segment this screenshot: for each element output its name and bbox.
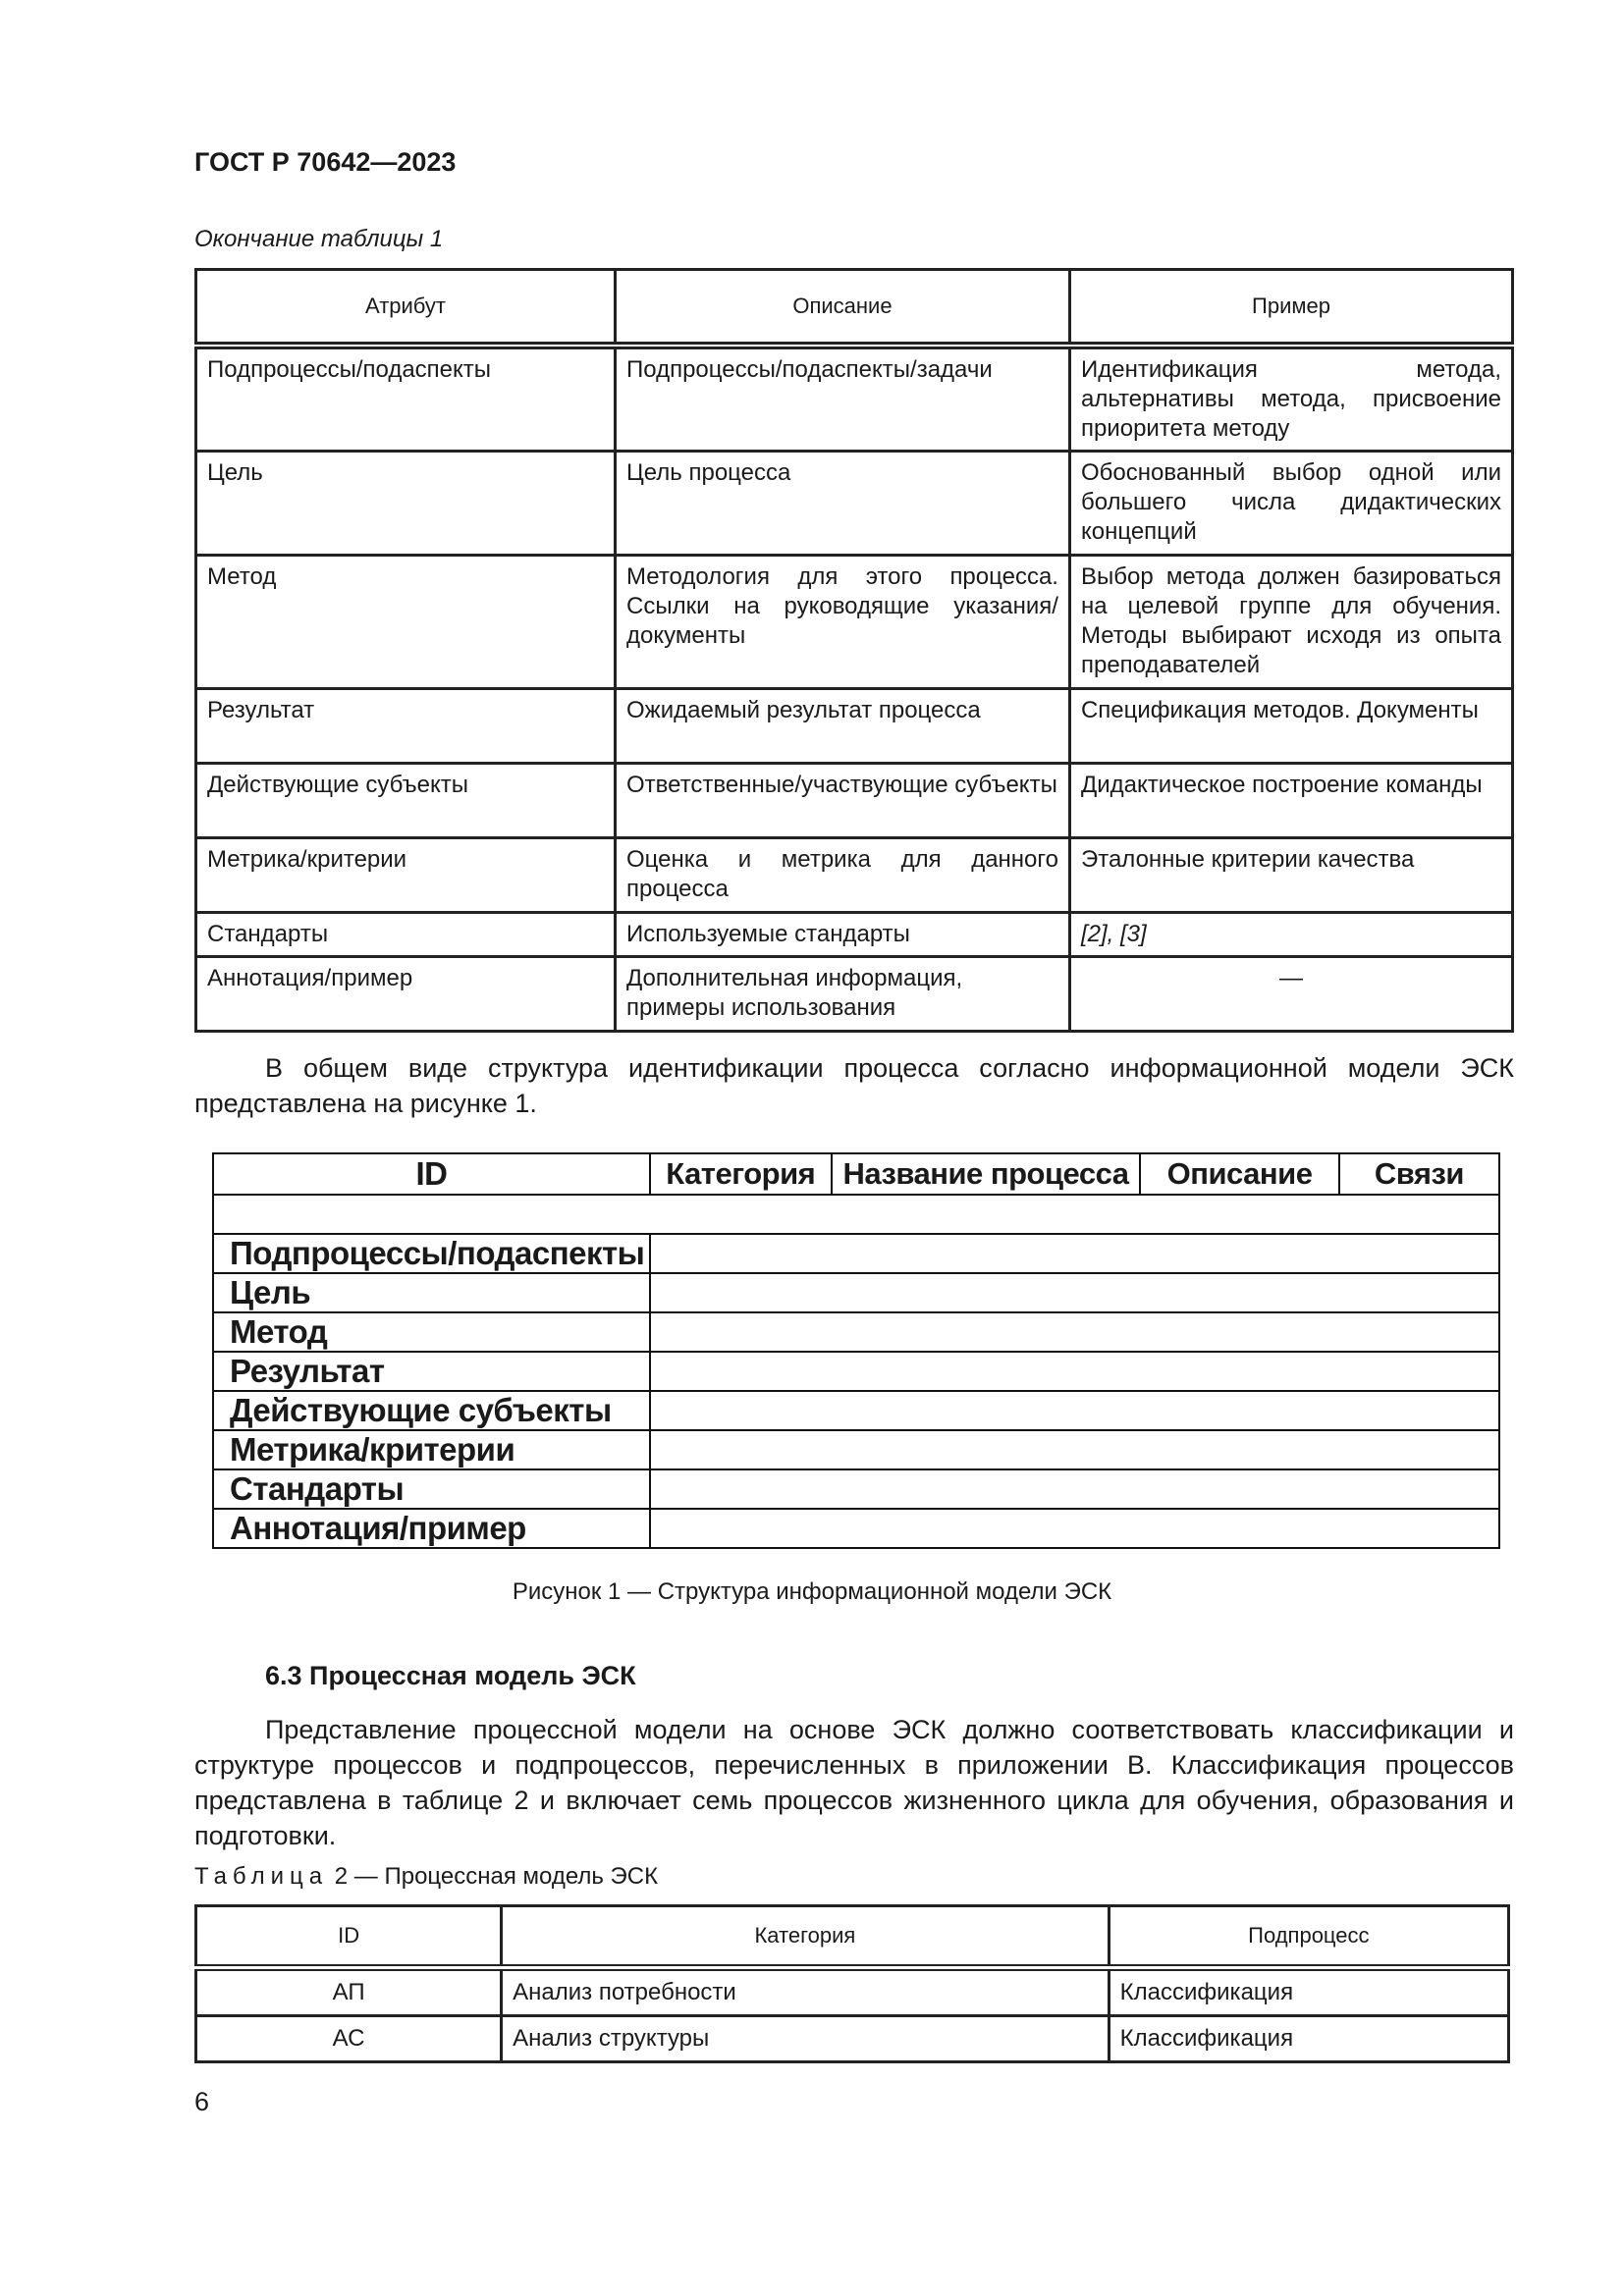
table2-cell: АП bbox=[196, 1968, 502, 2016]
table1-cell: Дидактическое построение команды bbox=[1069, 764, 1512, 838]
table1-cell: Дополнительная информация, примеры использования bbox=[616, 957, 1070, 1032]
table1-cell: [2], [3] bbox=[1069, 913, 1512, 957]
table2-caption-label: Таблица bbox=[194, 1863, 329, 1890]
table1-col-header: Описание bbox=[616, 270, 1070, 347]
table2-caption bbox=[194, 1863, 658, 1891]
figure1-value-cell bbox=[650, 1430, 1499, 1469]
table1 bbox=[194, 268, 1514, 1033]
figure1-row bbox=[213, 1391, 1499, 1430]
table-row bbox=[196, 346, 1513, 452]
table-row bbox=[196, 2016, 1509, 2062]
table1-cell: Действующие субъекты bbox=[196, 764, 616, 838]
table1-cell: Подпроцессы/подаспекты bbox=[196, 346, 616, 452]
table-row bbox=[196, 764, 1513, 838]
table1-col-header: Пример bbox=[1069, 270, 1512, 347]
paragraph-text: Представление процессной модели на основе ЭСК должно соответствовать классификации и структуре процессов и подпроцессов, перечисленных в приложении В. Классификация процессов представлена в таблице 2 и включает семь процессов жизненного цикла для обучения, образования и подготовки. bbox=[194, 1715, 1514, 1850]
figure1-caption: Рисунок 1 — Структура информационной модели ЭСК bbox=[512, 1578, 1112, 1605]
figure1-header-row bbox=[213, 1153, 1499, 1195]
section-title: 6.3 Процессная модель ЭСК bbox=[265, 1661, 636, 1690]
figure1-row bbox=[213, 1509, 1499, 1548]
table-row bbox=[196, 838, 1513, 913]
figure1-label: Цель bbox=[213, 1273, 650, 1312]
figure1-empty-row bbox=[213, 1195, 1499, 1234]
table-row bbox=[196, 452, 1513, 556]
paragraph-process-model bbox=[194, 1712, 1514, 1853]
table1-cell: Метод bbox=[196, 556, 616, 689]
table2-header bbox=[196, 1906, 1509, 1968]
figure1-row bbox=[213, 1430, 1499, 1469]
figure1-row bbox=[213, 1273, 1499, 1312]
figure1-header-cell: ID bbox=[213, 1153, 650, 1195]
table1-cell: Метрика/критерии bbox=[196, 838, 616, 913]
table-row bbox=[196, 957, 1513, 1032]
table1-cell: Идентификация метода, альтернативы метода, присвоение приоритета методу bbox=[1069, 346, 1512, 452]
figure1-value-cell bbox=[650, 1391, 1499, 1430]
figure1-header-cell: Название процесса bbox=[832, 1153, 1141, 1195]
figure1-header-cell: Описание bbox=[1140, 1153, 1338, 1195]
table-row bbox=[196, 913, 1513, 957]
table2-col-header: Категория bbox=[502, 1906, 1110, 1968]
figure1-row bbox=[213, 1312, 1499, 1352]
table2-col-header: ID bbox=[196, 1906, 502, 1968]
table1-caption: Окончание таблицы 1 bbox=[194, 226, 444, 252]
paragraph-figure-intro bbox=[194, 1050, 1514, 1121]
table2-caption-text: 2 — Процессная модель ЭСК bbox=[334, 1863, 659, 1890]
figure1-value-cell bbox=[650, 1509, 1499, 1548]
table2-cell: АС bbox=[196, 2016, 502, 2062]
table-row bbox=[196, 689, 1513, 764]
table1-cell: Ответственные/участвующие субъекты bbox=[616, 764, 1070, 838]
page-number: 6 bbox=[194, 2087, 210, 2116]
table1-col-header: Атрибут bbox=[196, 270, 616, 347]
table1-cell: Выбор метода должен базироваться на целевой группе для обучения. Методы выбирают исходя из опыта преподавателей bbox=[1069, 556, 1512, 689]
document-id: ГОСТ Р 70642—2023 bbox=[194, 147, 457, 177]
figure1-label: Действующие субъекты bbox=[213, 1391, 650, 1430]
table1-cell: Аннотация/пример bbox=[196, 957, 616, 1032]
figure1-value-cell bbox=[650, 1469, 1499, 1509]
paragraph-text: В общем виде структура идентификации процесса согласно информационной модели ЭСК представлена на рисунке 1. bbox=[194, 1053, 1514, 1118]
figure1-label: Стандарты bbox=[213, 1469, 650, 1509]
figure1-value-cell bbox=[650, 1312, 1499, 1352]
table2-cell: Анализ потребности bbox=[502, 1968, 1110, 2016]
table2 bbox=[194, 1904, 1510, 2063]
table2-col-header: Подпроцесс bbox=[1109, 1906, 1508, 1968]
table2-cell: Классификация bbox=[1109, 1968, 1508, 2016]
table1-cell: Эталонные критерии качества bbox=[1069, 838, 1512, 913]
figure1-label: Метрика/критерии bbox=[213, 1430, 650, 1469]
figure1-value-cell bbox=[650, 1352, 1499, 1391]
table1-header bbox=[196, 270, 1513, 347]
table1-cell: Цель процесса bbox=[616, 452, 1070, 556]
figure1-value-cell bbox=[650, 1273, 1499, 1312]
figure1-row bbox=[213, 1469, 1499, 1509]
table1-cell: Стандарты bbox=[196, 913, 616, 957]
figure1-header-cell: Категория bbox=[650, 1153, 832, 1195]
figure1-label: Аннотация/пример bbox=[213, 1509, 650, 1548]
table2-cell: Анализ структуры bbox=[502, 2016, 1110, 2062]
figure1-empty-cell bbox=[213, 1195, 1499, 1234]
table-row bbox=[196, 556, 1513, 689]
table1-cell: Спецификация методов. Документы bbox=[1069, 689, 1512, 764]
figure1-label: Подпроцессы/подаспекты bbox=[213, 1234, 650, 1273]
table2-cell: Классификация bbox=[1109, 2016, 1508, 2062]
table1-cell: Используемые стандарты bbox=[616, 913, 1070, 957]
table1-cell: Подпроцессы/подаспекты/задачи bbox=[616, 346, 1070, 452]
figure1-label: Метод bbox=[213, 1312, 650, 1352]
figure1-row bbox=[213, 1234, 1499, 1273]
figure1-row bbox=[213, 1352, 1499, 1391]
table1-cell: Обоснованный выбор одной или большего числа дидактических концепций bbox=[1069, 452, 1512, 556]
table1-cell: Оценка и метрика для данного процесса bbox=[616, 838, 1070, 913]
figure1-label: Результат bbox=[213, 1352, 650, 1391]
table1-cell: Ожидаемый результат процесса bbox=[616, 689, 1070, 764]
figure1-table bbox=[212, 1152, 1500, 1549]
table-row bbox=[196, 1968, 1509, 2016]
table1-cell: Методология для этого процесса. Ссылки на руководящие указания/документы bbox=[616, 556, 1070, 689]
table1-cell: Цель bbox=[196, 452, 616, 556]
figure1-header-cell: Связи bbox=[1339, 1153, 1499, 1195]
table1-cell: — bbox=[1069, 957, 1512, 1032]
table1-cell: Результат bbox=[196, 689, 616, 764]
figure1-value-cell bbox=[650, 1234, 1499, 1273]
